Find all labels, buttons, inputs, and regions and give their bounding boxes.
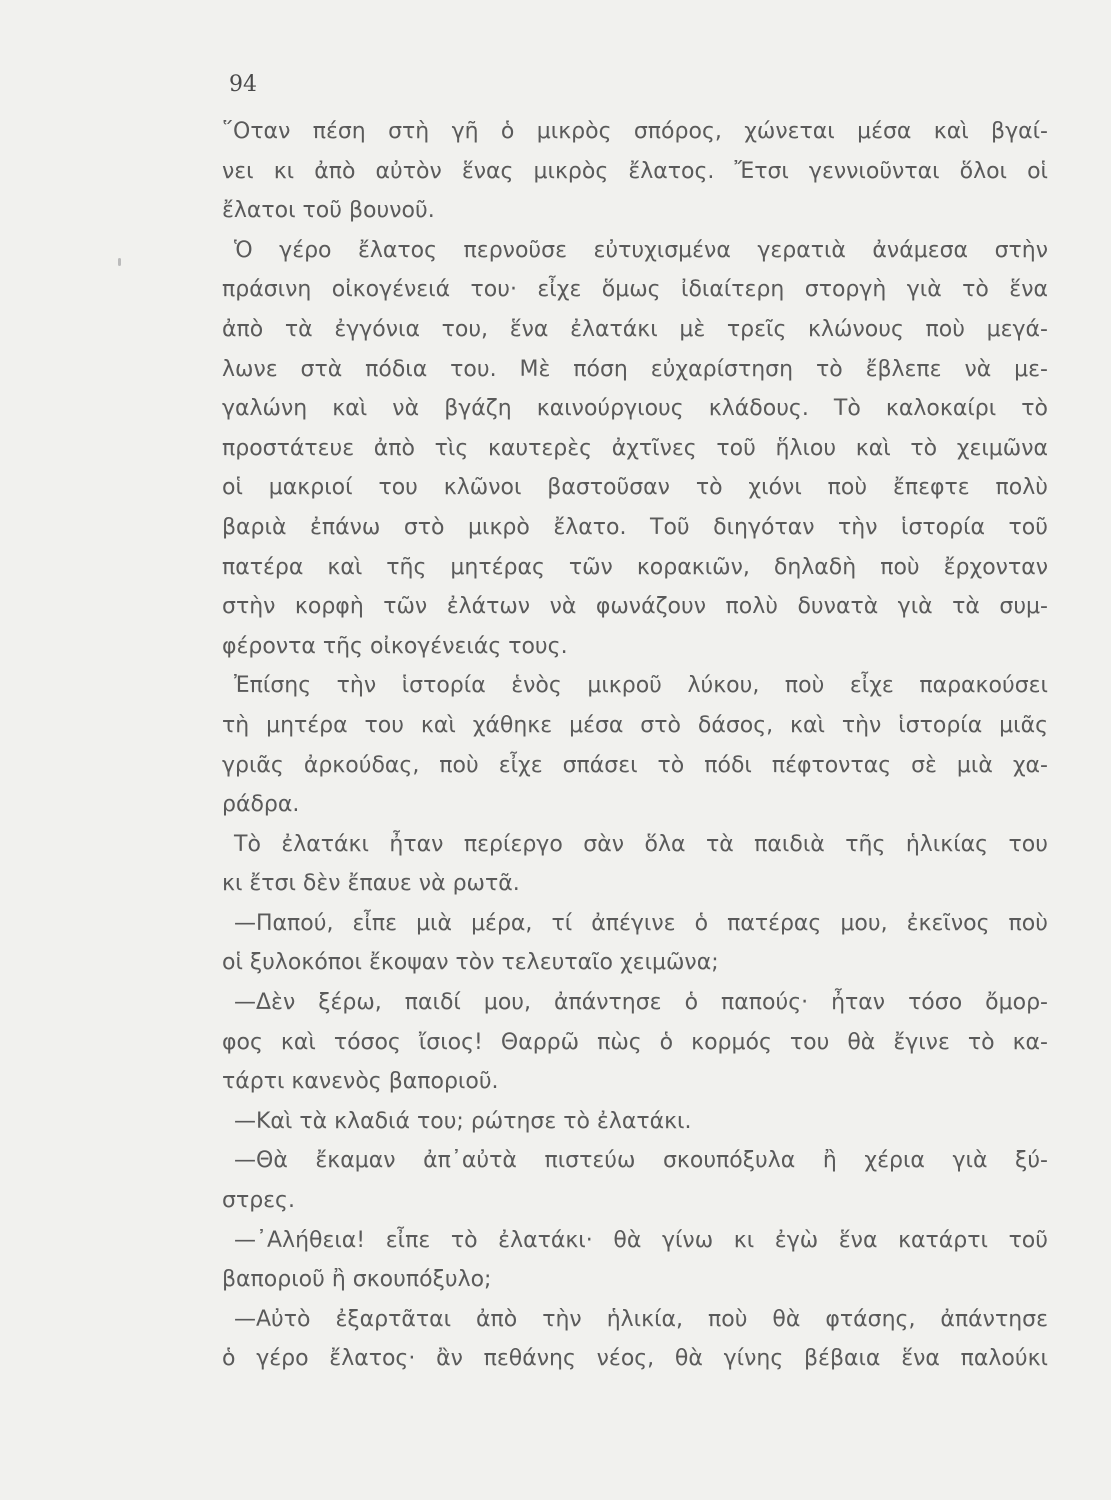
text-line: Ἐπίσης τὴν ἱστορία ἑνὸς μικροῦ λύκου, ποὺ εἶχε παρακούσει: [234, 673, 1048, 699]
text-line: τάρτι κανενὸς βαποριοῦ.: [222, 1069, 499, 1095]
text-line: —Αὐτὸ ἐξαρτᾶται ἀπὸ τὴν ἡλικία, ποὺ θὰ φτάσης, ἀπάντησε: [234, 1306, 1048, 1332]
text-line: —Παπού, εἶπε μιὰ μέρα, τί ἀπέγινε ὁ πατέρας μου, ἐκεῖνος ποὺ: [234, 910, 1048, 936]
text-line: βαριὰ ἐπάνω στὸ μικρὸ ἔλατο. Τοῦ διηγόταν τὴν ἱστορία τοῦ: [222, 514, 1048, 540]
text-line: —᾿Αλήθεια! εἶπε τὸ ἐλατάκι· θὰ γίνω κι ἐγὼ ἕνα κατάρτι τοῦ: [234, 1227, 1048, 1253]
text-line: βαποριοῦ ἢ σκουπόξυλο;: [222, 1267, 492, 1293]
text-line: ἔλατοι τοῦ βουνοῦ.: [222, 198, 435, 224]
text-line: νει κι ἀπὸ αὐτὸν ἕνας μικρὸς ἔλατος. Ἔτσι γεννιοῦνται ὅλοι οἱ: [222, 158, 1048, 184]
text-line: κι ἔτσι δὲν ἔπαυε νὰ ρωτᾶ.: [222, 871, 520, 897]
text-line: ράδρα.: [222, 792, 300, 818]
text-line: ἀπὸ τὰ ἐγγόνια του, ἕνα ἐλατάκι μὲ τρεῖς κλώνους ποὺ μεγά-: [222, 316, 1048, 342]
body-text: [222, 112, 1048, 1379]
text-line: Τὸ ἐλατάκι ἦταν περίεργο σὰν ὅλα τὰ παιδιὰ τῆς ἡλικίας του: [234, 831, 1048, 857]
text-line: φέροντα τῆς οἰκογένειάς τους.: [222, 633, 568, 659]
text-line: Ὁ γέρο ἔλατος περνοῦσε εὐτυχισμένα γερατιὰ ἀνάμεσα στὴν: [234, 237, 1048, 263]
text-line: —Καὶ τὰ κλαδιά του; ρώτησε τὸ ἐλατάκι.: [234, 1108, 692, 1134]
text-line: λωνε στὰ πόδια του. Μὲ πόση εὐχαρίστηση τὸ ἔβλεπε νὰ με-: [222, 356, 1048, 382]
text-line: οἱ μακριοί του κλῶνοι βαστοῦσαν τὸ χιόνι ποὺ ἔπεφτε πολὺ: [222, 475, 1048, 501]
text-line: ὁ γέρο ἔλατος· ἂν πεθάνης νέος, θὰ γίνης βέβαια ἕνα παλούκι: [222, 1346, 1048, 1372]
text-line: οἱ ξυλοκόποι ἔκοψαν τὸν τελευταῖο χειμῶνα;: [222, 950, 719, 976]
text-line: γαλώνη καὶ νὰ βγάζη καινούργιους κλάδους. Τὸ καλοκαίρι τὸ: [222, 396, 1048, 422]
text-line: στρες.: [222, 1188, 295, 1214]
text-line: ῞Οταν πέση στὴ γῆ ὁ μικρὸς σπόρος, χώνεται μέσα καὶ βγαί-: [222, 119, 1048, 144]
text-line: πράσινη οἰκογένειά του· εἶχε ὅμως ἰδιαίτερη στοργὴ γιὰ τὸ ἕνα: [222, 277, 1048, 303]
text-line: πατέρα καὶ τῆς μητέρας τῶν κορακιῶν, δηλαδὴ ποὺ ἔρχονταν: [222, 554, 1048, 580]
scan-mark: [118, 258, 121, 266]
page-number: 94: [229, 72, 257, 97]
text-line: προστάτευε ἀπὸ τὶς καυτερὲς ἀχτῖνες τοῦ ἥλιου καὶ τὸ χειμῶνα: [222, 435, 1048, 461]
text-line: γριᾶς ἀρκούδας, ποὺ εἶχε σπάσει τὸ πόδι πέφτοντας σὲ μιὰ χα-: [222, 752, 1048, 778]
text-line: τὴ μητέρα του καὶ χάθηκε μέσα στὸ δάσος, καὶ τὴν ἱστορία μιᾶς: [222, 712, 1048, 738]
text-line: στὴν κορφὴ τῶν ἐλάτων νὰ φωνάζουν πολὺ δυνατὰ γιὰ τὰ συμ-: [222, 594, 1048, 620]
text-line: —Δὲν ξέρω, παιδί μου, ἀπάντησε ὁ παπούς· ἦταν τόσο ὄμορ-: [234, 990, 1048, 1016]
text-line: —Θὰ ἔκαμαν ἀπ᾿αὐτὰ πιστεύω σκουπόξυλα ἢ χέρια γιὰ ξύ-: [234, 1148, 1048, 1174]
text-line: φος καὶ τόσος ἴσιος! Θαρρῶ πὼς ὁ κορμός του θὰ ἔγινε τὸ κα-: [222, 1029, 1048, 1055]
